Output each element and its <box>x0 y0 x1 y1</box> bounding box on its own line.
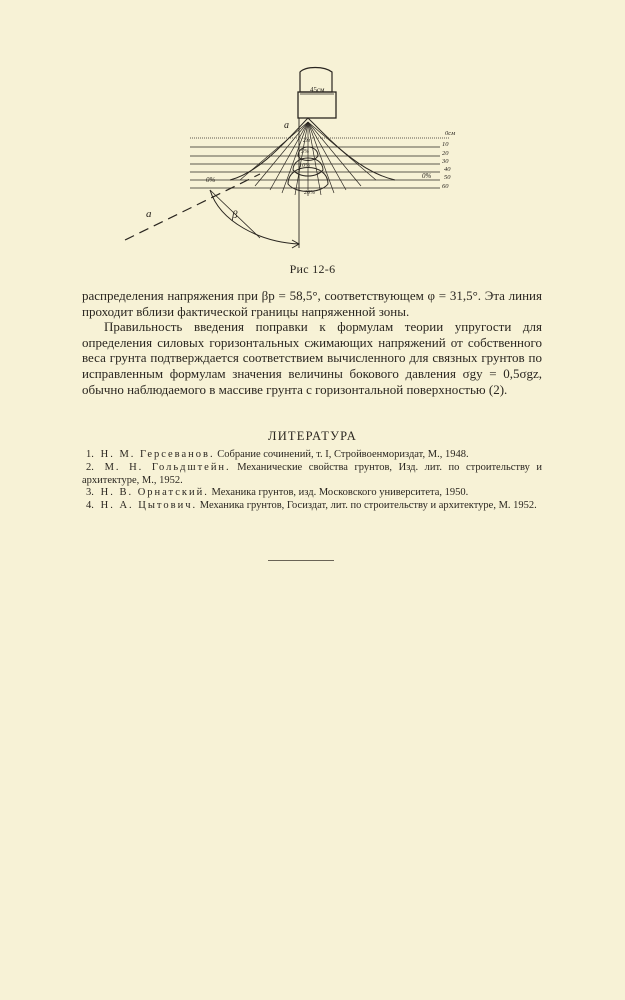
width-label: 45см <box>310 86 325 94</box>
label-zero-left: 0% <box>206 176 216 184</box>
label-depth-20: 20 <box>442 150 449 157</box>
label-isobar-1: 2м <box>303 138 310 144</box>
label-isobar-2: 5% <box>301 149 309 155</box>
reference-text: Механика грунтов, Госиздат, лит. по строительству и архитектуре, М. 1952. <box>197 500 537 512</box>
paragraph-2: Правильность введения поправки к формулам теории упругости для определения силовых горизонтальных сжимающих напряжений от собственного веса грунта подтверждается соответствием вычисленного для связных грунтов по исправленным формулам значения величины бокового давления σgy = 0,5σgz, обычно наблюдаемого в массиве грунта с горизонтальной поверхностью (2). <box>82 319 542 397</box>
stress-rays <box>240 122 376 196</box>
references-list <box>82 449 542 513</box>
reference-text: Собрание сочинений, т. I, Стройвоенмориздат, М., 1948. <box>214 449 469 460</box>
label-a-left: a <box>146 208 152 220</box>
label-depth-0: 0см <box>445 130 456 137</box>
ray <box>308 122 361 186</box>
beta-arc <box>210 190 299 244</box>
references-heading: ЛИТЕРАТУРА <box>268 429 357 443</box>
reference-author: М. Н. Гольдштейн. <box>104 461 231 473</box>
boundary-line-a <box>125 174 260 240</box>
label-a-top: a <box>284 120 289 131</box>
reference-text: Механические свойства грунтов, Изд. лит. по строительству и архитектуре, М., 1952. <box>82 461 543 486</box>
label-depth-60: 60 <box>442 183 449 190</box>
ray <box>240 122 308 180</box>
label-isobar-3: 10% <box>299 163 310 169</box>
reference-item <box>82 449 542 462</box>
end-rule <box>268 560 334 561</box>
label-depth-50: 50 <box>444 174 451 181</box>
reference-number: 2. <box>86 461 94 473</box>
paragraph-1: распределения напряжения при βр = 58,5°, соответствующем φ = 31,5°. Эта линия проходит вблизи фактической границы напряженной зоны. <box>82 288 542 319</box>
reference-text: Механика грунтов, изд. Московского университета, 1950. <box>208 487 469 499</box>
label-isobar-4: 20% <box>304 190 315 196</box>
reference-item <box>82 500 542 513</box>
ray <box>308 122 376 180</box>
label-depth-30: 30 <box>442 158 449 165</box>
label-depth-40: 40 <box>444 166 451 173</box>
reference-author: Н. В. Орнатский. <box>100 487 209 499</box>
figure-drawing <box>110 62 470 262</box>
reference-item <box>82 462 542 488</box>
reference-number: 4. <box>86 500 94 512</box>
stress-distribution-figure <box>110 62 470 262</box>
reference-item <box>82 487 542 500</box>
body-text <box>82 288 542 397</box>
reference-author: Н. А. Цытович. <box>100 500 198 512</box>
stamp-rect <box>298 92 336 118</box>
label-zero-right: 0% <box>422 172 432 180</box>
figure-caption: Рис 12-6 <box>289 262 336 276</box>
label-beta: β <box>232 209 238 221</box>
reference-number: 3. <box>86 487 94 499</box>
reference-number: 1. <box>86 449 94 460</box>
reference-author: Н. М. Герсеванов. <box>100 449 215 460</box>
label-depth-10: 10 <box>442 141 449 148</box>
